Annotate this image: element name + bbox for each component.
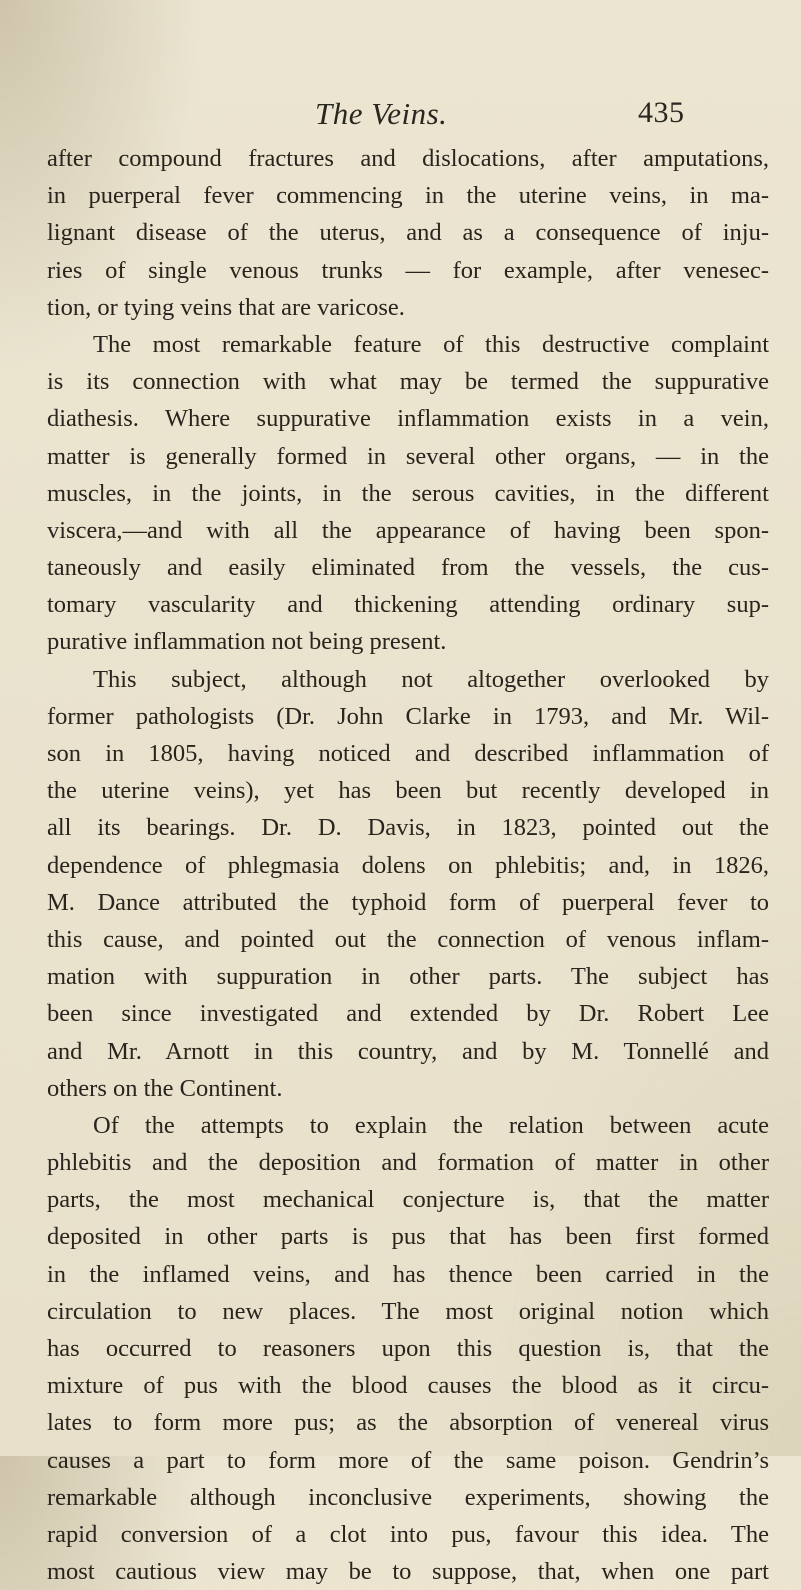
- text-line: tomary vascularity and thickening attending ordinary sup-: [47, 591, 769, 619]
- text-line: lates to form more pus; as the absorption of venereal virus: [47, 1409, 769, 1437]
- text-line: dependence of phlegmasia dolens on phlebitis; and, in 1826,: [47, 851, 769, 879]
- text-line: The most remarkable feature of this destructive complaint: [93, 330, 769, 358]
- text-line: after compound fractures and dislocations, after amputations,: [47, 145, 769, 172]
- text-line: remarkable although inconclusive experiments, showing the: [47, 1483, 769, 1511]
- text-line: parts, the most mechanical conjecture is, that the matter: [47, 1186, 769, 1214]
- text-line: this cause, and pointed out the connection of venous inflam-: [47, 925, 769, 953]
- text-line: causes a part to form more of the same poison. Gendrin’s: [47, 1446, 769, 1474]
- text-line: is its connection with what may be termed the suppurative: [47, 368, 769, 396]
- text-line: tion, or tying veins that are varicose.: [47, 293, 405, 321]
- text-line: ries of single venous trunks — for example, after venesec-: [47, 256, 769, 284]
- text-line: lignant disease of the uterus, and as a consequence of inju-: [47, 219, 769, 247]
- text-line: the uterine veins), yet has been but recently developed in: [47, 777, 769, 805]
- text-line: taneously and easily eliminated from the vessels, the cus-: [47, 554, 769, 582]
- text-line: all its bearings. Dr. D. Davis, in 1823, pointed out the: [47, 814, 769, 842]
- running-head: [0, 96, 801, 136]
- text-line: deposited in other parts is pus that has been first formed: [47, 1223, 769, 1251]
- body-text: [47, 140, 769, 1590]
- text-line: others on the Continent.: [47, 1074, 283, 1102]
- text-line: mation with suppuration in other parts. The subject has: [47, 963, 769, 991]
- text-line: been since investigated and extended by Dr. Robert Lee: [47, 1000, 769, 1028]
- text-line: matter is generally formed in several other organs, — in the: [47, 442, 769, 470]
- text-line: mixture of pus with the blood causes the blood as it circu-: [47, 1372, 769, 1400]
- text-line: rapid conversion of a clot into pus, favour this idea. The: [47, 1520, 769, 1548]
- text-line: and Mr. Arnott in this country, and by M. Tonnellé and: [47, 1037, 769, 1065]
- page-number: 435: [638, 96, 685, 129]
- text-line: most cautious view may be to suppose, that, when one part: [47, 1558, 769, 1586]
- text-line: This subject, although not altogether overlooked by: [93, 665, 769, 693]
- text-line: M. Dance attributed the typhoid form of puerperal fever to: [47, 888, 769, 916]
- text-line: viscera,—and with all the appearance of having been spon-: [47, 516, 769, 544]
- text-line: circulation to new places. The most original notion which: [47, 1297, 769, 1325]
- text-line: in puerperal fever commencing in the uterine veins, in ma-: [47, 182, 769, 210]
- running-head-title: The Veins.: [315, 96, 448, 131]
- text-line: in the inflamed veins, and has thence been carried in the: [47, 1260, 769, 1288]
- text-line: diathesis. Where suppurative inflammation exists in a vein,: [47, 405, 769, 433]
- text-line: purative inflammation not being present.: [47, 628, 447, 656]
- text-line: Of the attempts to explain the relation between acute: [93, 1111, 769, 1139]
- text-line: son in 1805, having noticed and described inflammation of: [47, 740, 769, 767]
- text-line: muscles, in the joints, in the serous cavities, in the different: [47, 479, 769, 507]
- text-line: phlebitis and the deposition and formation of matter in other: [47, 1149, 769, 1177]
- text-line: has occurred to reasoners upon this question is, that the: [47, 1335, 769, 1362]
- text-line: former pathologists (Dr. John Clarke in 1793, and Mr. Wil-: [47, 702, 769, 730]
